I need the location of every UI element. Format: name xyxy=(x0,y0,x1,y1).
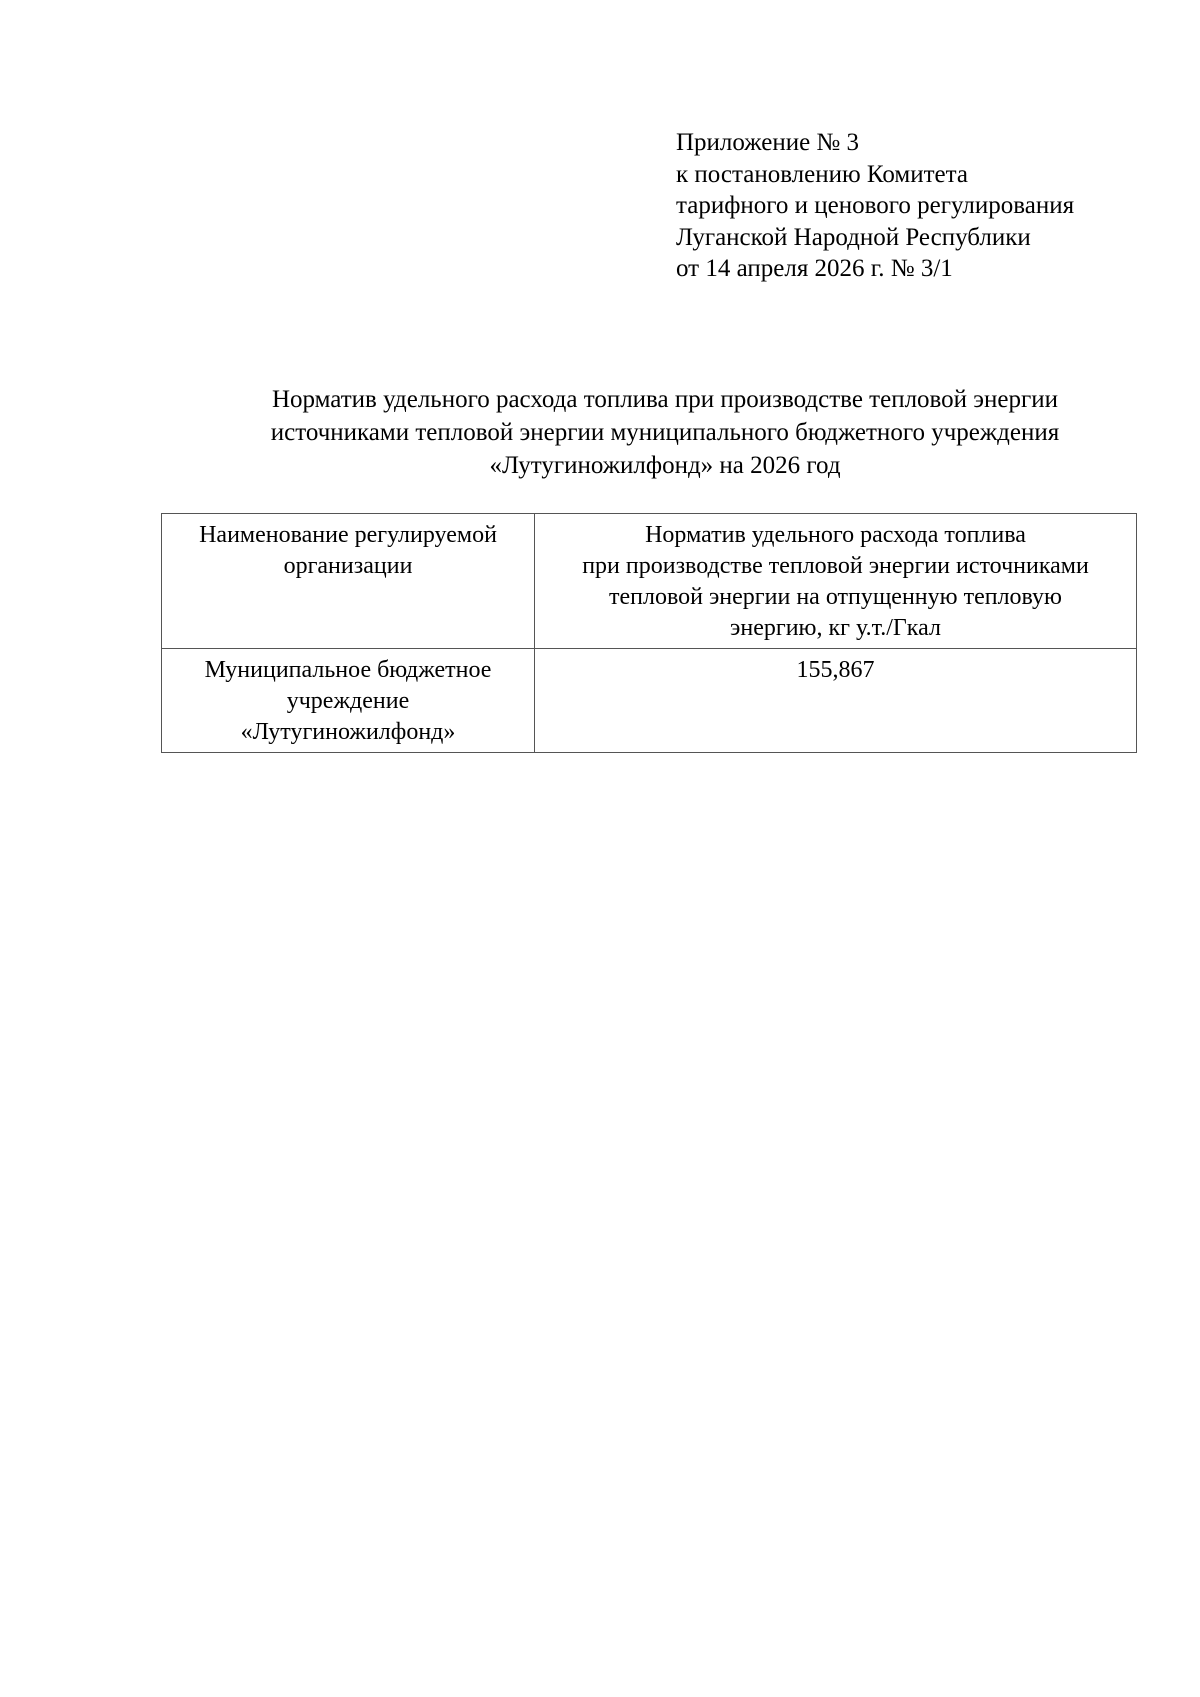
cell-text: Муниципальное бюджетное xyxy=(204,657,492,683)
header-text: организации xyxy=(283,553,413,579)
table-header-row xyxy=(162,514,1137,649)
cell-text: 155,867 xyxy=(796,657,875,683)
header-text: тепловой энергии на отпущенную тепловую xyxy=(609,584,1062,610)
cell-text: учреждение xyxy=(286,688,410,714)
header-norm xyxy=(535,514,1137,649)
header-text: при производстве тепловой энергии источниками xyxy=(582,553,1089,579)
title-line: источниками тепловой энергии муниципального бюджетного учреждения xyxy=(270,419,1060,446)
header-text: Наименование регулируемой xyxy=(199,522,497,548)
header-organization xyxy=(162,514,535,649)
appendix-line: от 14 апреля 2026 г. № 3/1 xyxy=(676,255,953,282)
header-text: энергию, кг у.т./Гкал xyxy=(730,615,941,641)
appendix-line: Приложение № 3 xyxy=(676,129,860,156)
cell-text: «Лутугиножилфонд» xyxy=(240,719,456,745)
appendix-line: к постановлению Комитета xyxy=(676,160,968,188)
appendix-reference xyxy=(676,127,1074,285)
header-text: Норматив удельного расхода топлива xyxy=(645,522,1026,548)
cell-norm-value xyxy=(535,649,1137,753)
document-title xyxy=(160,383,1170,482)
title-line: «Лутугиножилфонд» на 2026 год xyxy=(489,452,841,479)
appendix-line: тарифного и ценового регулирования xyxy=(676,192,1075,219)
norm-table xyxy=(161,513,1137,753)
cell-organization xyxy=(162,649,535,753)
table-row xyxy=(162,649,1137,753)
title-line: Норматив удельного расхода топлива при производстве тепловой энергии xyxy=(271,386,1059,413)
appendix-line: Луганской Народной Республики xyxy=(676,223,1031,251)
